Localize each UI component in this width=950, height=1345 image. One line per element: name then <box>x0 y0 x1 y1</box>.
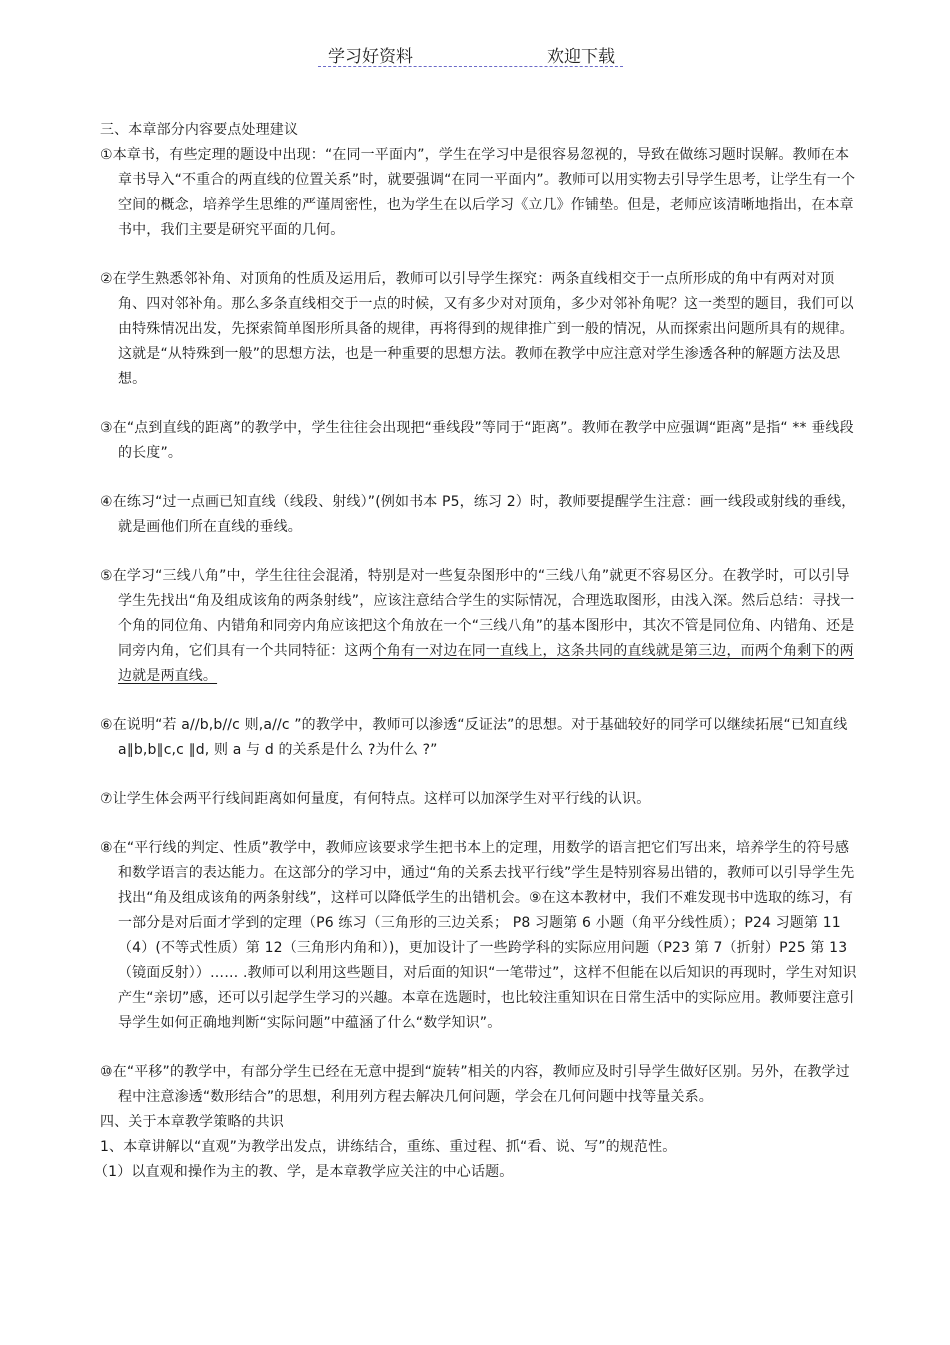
paragraph-7: ⑦让学生体会两平行线间距离如何量度，有何特点。这样可以加深学生对平行线的认识。 <box>100 791 651 807</box>
header-right-text: 欢迎下载 <box>547 47 615 67</box>
list-item-1: 1、本章讲解以“直观”为教学出发点，讲练结合，重练、重过程、抓“看、说、写”的规范性。 <box>100 1139 677 1155</box>
paragraph-8-9: ⑧在“平行线的判定、性质”教学中，教师应该要求学生把书本上的定理，用数学的语言把它们写出来，培养学生的符号感和数学语言的表达能力。在这部分的学习中，通过“角的关系去找平行线”学生是特别容易出错的，教师可以引导学生先找出“角及组成该角的两条射线”，这样可以降低学生的出错机会。⑨在这本教材中，我们不难发现书中选取的练习，有一部分是对后面才学到的定理（P6 练习（三角形的三边关系； P8 习题第 6 小题（角平分线性质）；P24 习题第 11（4）(不等式性质）第 12（三角形内角和）)，更加设计了一些跨学科的实际应用问题（P23 第 7（折射）P25 第 13（镜面反射））…… .教师可以利用这些题目，对后面的知识“一笔带过”，这样不但能在以后知识的再现时，学生对知识产生“亲切”感，还可以引起学生学习的兴趣。本章在选题时，也比较注重知识在日常生活中的实际应用。教师要注意引导学生如何正确地判断“实际问题”中蕴涵了什么“数学知识”。 <box>100 840 857 1031</box>
paragraph-5 <box>100 564 860 689</box>
paragraph-1: ①本章书，有些定理的题设中出现：“在同一平面内”，学生在学习中是很容易忽视的，导致在做练习题时误解。教师在本章书导入“不重合的两直线的位置关系”时，就要强调“在同一平面内”。教师可以用实物去引导学生思考，让学生有一个空间的概念，培养学生思维的严谨周密性，也为学生在以后学习《立几》作铺垫。但是，老师应该清晰地指出，在本章书中，我们主要是研究平面的几何。 <box>100 147 856 238</box>
section-4-heading: 四、关于本章教学策略的共识 <box>100 1114 284 1130</box>
paragraph-5-underlined-text: 个角有一对边在同一直线上，这条共同的直线就是第三边，而两个角剩下的两边就是两直线。 <box>118 643 854 684</box>
paragraph-10: ⑩在“平移”的教学中，有部分学生已经在无意中提到“旋转”相关的内容，教师应及时引导学生做好区别。另外，在教学过程中注意渗透“数形结合”的思想，利用列方程去解决几何问题，学会在几何问题中找等量关系。 <box>100 1064 850 1105</box>
paragraph-4: ④在练习“过一点画已知直线（线段、射线）”(例如书本 P5，练习 2）时，教师要提醒学生注意：画一线段或射线的垂线，就是画他们所在直线的垂线。 <box>100 494 856 535</box>
paragraph-2: ②在学生熟悉邻补角、对顶角的性质及运用后，教师可以引导学生探究：两条直线相交于一点所形成的角中有两对对顶角、四对邻补角。那么多条直线相交于一点的时候，又有多少对对顶角，多少对邻补角呢？这一类型的题目，我们可以由特殊情况出发，先探索简单图形所具备的规律，再将得到的规律推广到一般的情况，从而探索出问题所具有的规律。这就是“从特殊到一般”的思想方法，也是一种重要的思想方法。教师在教学中应注意对学生渗透各种的解题方法及思想。 <box>100 271 854 387</box>
list-item-1-1: （1）以直观和操作为主的教、学，是本章教学应关注的中心话题。 <box>94 1164 514 1180</box>
section-3-heading: 三、本章部分内容要点处理建议 <box>100 122 299 138</box>
paragraph-5-text: ⑤在学习“三线八角”中，学生往往会混淆，特别是对一些复杂图形中的“三线八角”就更不容易区分。在教学时，可以引导学生先找出“角及组成该角的两条射线”，应该注意结合学生的实际情况，合理选取图形，由浅入深。然后总结：寻找一个角的同位角、内错角和同旁内角应该把这个角放在一个“三线八角”的基本图形中，其次不管是同位角、内错角、还是同旁内角，它们具有一个共同特征：这两 <box>100 568 855 659</box>
paragraph-6: ⑥在说明“若 a//b,b//c 则,a//c ”的教学中，教师可以渗透“反证法”的思想。对于基础较好的同学可以继续拓展“已知直线 a∥b,b∥c,c ∥d, 则 a 与 d 的关系是什么 ?为什么 ?” <box>100 717 848 758</box>
document-body <box>94 118 860 1185</box>
header-left-text: 学习好资料 <box>328 47 413 67</box>
page-header <box>318 38 623 67</box>
paragraph-3: ③在“点到直线的距离”的教学中，学生往往会出现把“垂线段”等同于“距离”。教师在教学中应强调“距离”是指“ ** 垂线段的长度”。 <box>100 420 854 461</box>
